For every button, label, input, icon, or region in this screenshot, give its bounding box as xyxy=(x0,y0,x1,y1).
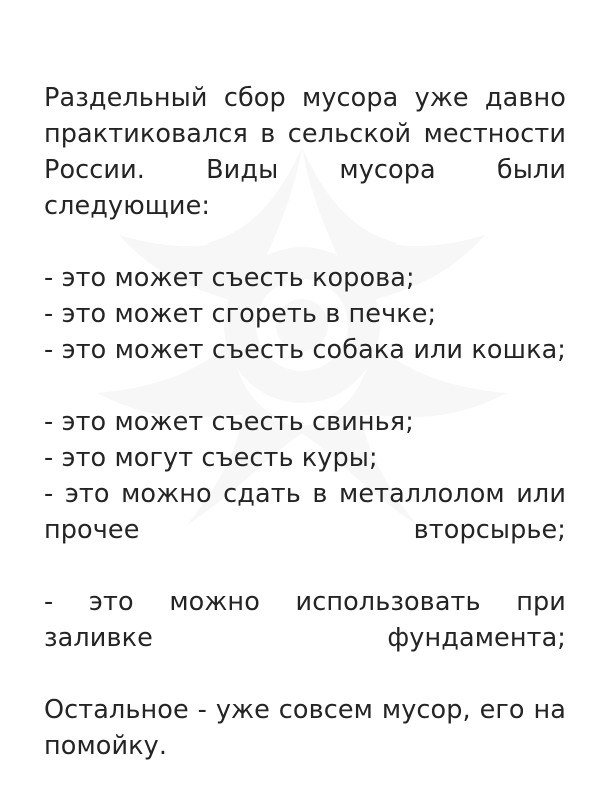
list-item-cow: - это может съесть корова; xyxy=(44,263,415,293)
list-item-scrap-metal: - это можно сдать в металлолом или прочее вторсырье; xyxy=(44,479,566,545)
document-text xyxy=(44,80,566,800)
list-item-chickens: - это могут съесть куры; xyxy=(44,443,378,473)
list-item-dog-cat: - это может съесть собака или кошка; xyxy=(44,335,566,365)
list-item-pig: - это может съесть свинья; xyxy=(44,407,414,437)
paragraph-outro: Остальное - уже совсем мусор, его на помойку. xyxy=(44,695,566,761)
list-item-foundation: - это можно использовать при заливке фундамента; xyxy=(44,587,566,653)
list-item-stove: - это может сгореть в печке; xyxy=(44,299,437,329)
paragraph-intro: Раздельный сбор мусора уже давно практиковался в сельской местности России. Виды мусора были следующие: xyxy=(44,83,566,221)
